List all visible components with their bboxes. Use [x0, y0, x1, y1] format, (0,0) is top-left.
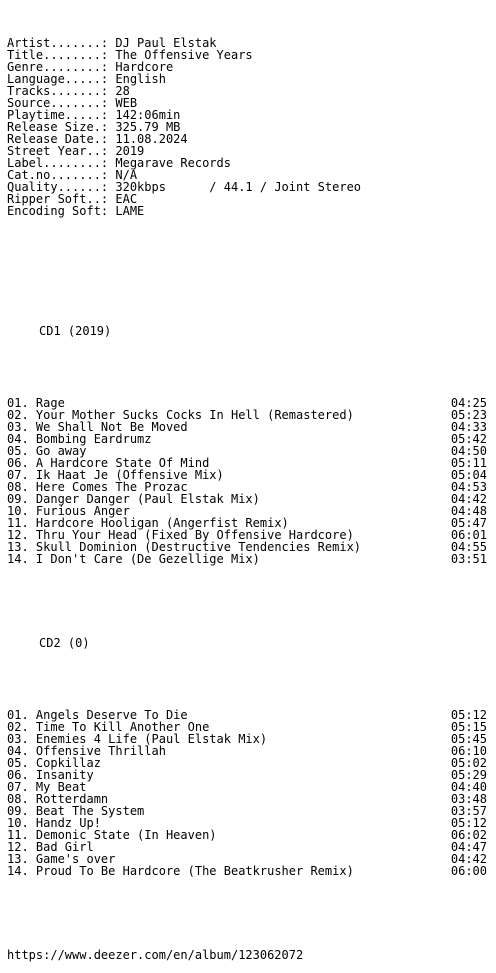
track-title: I Don't Care (De Gezellige Mix)	[35, 552, 260, 566]
track-duration: 06:01	[450, 528, 487, 542]
info-key: Source.......:	[7, 96, 116, 110]
info-key: Playtime.....:	[7, 108, 116, 122]
track-duration: 05:29	[450, 768, 487, 782]
track-title: Enemies 4 Life (Paul Elstak Mix)	[35, 732, 268, 746]
source-url: https://www.deezer.com/en/album/123062072	[7, 948, 304, 962]
info-value: DJ Paul Elstak	[115, 36, 217, 50]
track-title: We Shall Not Be Moved	[35, 420, 188, 434]
track-duration: 05:23	[450, 408, 487, 422]
release-info-block	[7, 37, 487, 217]
info-value: 28	[115, 84, 130, 98]
track-number: 06.	[7, 768, 36, 782]
track-title: Thru Your Head (Fixed By Offensive Hardcore)	[35, 528, 354, 542]
track-title: Insanity	[35, 768, 94, 782]
track-duration: 04:42	[450, 492, 487, 506]
disc-title: CD2 (0)	[39, 636, 90, 650]
info-key: Title........:	[7, 48, 116, 62]
blank-line	[7, 589, 487, 601]
track-title: A Hardcore State Of Mind	[35, 456, 210, 470]
info-key: Tracks.......:	[7, 84, 116, 98]
track-number: 01.	[7, 708, 36, 722]
track-row	[7, 553, 487, 565]
track-duration: 05:45	[450, 732, 487, 746]
info-value: 325.79 MB	[115, 120, 181, 134]
track-number: 07.	[7, 780, 36, 794]
track-duration: 04:33	[450, 420, 487, 434]
info-key: Language.....:	[7, 72, 116, 86]
track-duration: 05:12	[450, 708, 487, 722]
track-number: 02.	[7, 408, 36, 422]
track-title: Here Comes The Prozac	[35, 480, 188, 494]
info-value: Megarave Records	[115, 156, 231, 170]
track-duration: 05:02	[450, 756, 487, 770]
track-duration: 03:48	[450, 792, 487, 806]
track-number: 08.	[7, 480, 36, 494]
info-key: Genre........:	[7, 60, 116, 74]
track-duration: 03:51	[450, 552, 487, 566]
info-value: EAC	[115, 192, 138, 206]
track-title: Beat The System	[35, 804, 145, 818]
track-row	[7, 865, 487, 877]
track-duration: 05:12	[450, 816, 487, 830]
track-title: Hardcore Hooligan (Angerfist Remix)	[35, 516, 289, 530]
track-title: My Beat	[35, 780, 87, 794]
track-title: Ik Haat Je (Offensive Mix)	[35, 468, 224, 482]
info-value: 320kbps / 44.1 / Joint Stereo	[115, 180, 362, 194]
track-title: Time To Kill Another One	[35, 720, 210, 734]
info-row	[7, 205, 487, 217]
track-title: Rotterdamn	[35, 792, 109, 806]
track-duration: 05:11	[450, 456, 487, 470]
track-duration: 05:47	[450, 516, 487, 530]
track-number: 13.	[7, 852, 36, 866]
track-title: Offensive Thrillah	[35, 744, 166, 758]
blank-line	[7, 673, 487, 685]
track-title: Game's over	[35, 852, 116, 866]
blank-line	[7, 901, 487, 913]
track-number: 08.	[7, 792, 36, 806]
info-key: Release Size.:	[7, 120, 116, 134]
track-title: Skull Dominion (Destructive Tendencies Remix)	[35, 540, 362, 554]
info-value: The Offensive Years	[115, 48, 253, 62]
track-duration: 06:00	[450, 864, 487, 878]
track-duration: 04:48	[450, 504, 487, 518]
track-number: 07.	[7, 468, 36, 482]
track-duration: 05:42	[450, 432, 487, 446]
track-title: Go away	[35, 444, 87, 458]
info-key: Artist.......:	[7, 36, 116, 50]
info-key: Quality......:	[7, 180, 116, 194]
info-key: Street Year..:	[7, 144, 116, 158]
nfo-document	[7, 13, 487, 973]
info-value: 11.08.2024	[115, 132, 188, 146]
track-number: 12.	[7, 528, 36, 542]
track-number: 10.	[7, 816, 36, 830]
track-number: 04.	[7, 432, 36, 446]
disc-title: CD1 (2019)	[39, 324, 112, 338]
track-number: 05.	[7, 444, 36, 458]
track-number: 11.	[7, 828, 36, 842]
track-title: Furious Anger	[35, 504, 130, 518]
track-duration: 04:42	[450, 852, 487, 866]
track-duration: 04:55	[450, 540, 487, 554]
track-title: Rage	[35, 396, 65, 410]
track-title: Angels Deserve To Die	[35, 708, 188, 722]
track-duration: 04:53	[450, 480, 487, 494]
track-number: 03.	[7, 420, 36, 434]
track-title: Copkillaz	[35, 756, 101, 770]
track-number: 01.	[7, 396, 36, 410]
blank-line	[7, 241, 487, 253]
track-title: Handz Up!	[35, 816, 101, 830]
track-number: 09.	[7, 492, 36, 506]
info-value: 2019	[115, 144, 145, 158]
info-value: Hardcore	[115, 60, 174, 74]
disc-2-tracklist	[7, 709, 487, 877]
track-number: 12.	[7, 840, 36, 854]
info-key: Ripper Soft..:	[7, 192, 116, 206]
track-duration: 05:15	[450, 720, 487, 734]
track-duration: 03:57	[450, 804, 487, 818]
info-key: Label........:	[7, 156, 116, 170]
track-number: 13.	[7, 540, 36, 554]
track-number: 05.	[7, 756, 36, 770]
track-duration: 04:50	[450, 444, 487, 458]
info-key: Cat.no.......:	[7, 168, 116, 182]
info-value: WEB	[115, 96, 138, 110]
track-title: Danger Danger (Paul Elstak Mix)	[35, 492, 260, 506]
track-number: 10.	[7, 504, 36, 518]
track-duration: 04:25	[450, 396, 487, 410]
track-number: 14.	[7, 552, 36, 566]
track-duration: 05:04	[450, 468, 487, 482]
track-number: 11.	[7, 516, 36, 530]
track-title: Bad Girl	[35, 840, 94, 854]
info-value: N/A	[115, 168, 138, 182]
disc-1-tracklist	[7, 397, 487, 565]
track-number: 06.	[7, 456, 36, 470]
track-number: 03.	[7, 732, 36, 746]
track-title: Bombing Eardrumz	[35, 432, 152, 446]
track-title: Demonic State (In Heaven)	[35, 828, 217, 842]
info-value: English	[115, 72, 166, 86]
track-number: 04.	[7, 744, 36, 758]
track-number: 09.	[7, 804, 36, 818]
info-key: Encoding Soft:	[7, 204, 116, 218]
track-title: Proud To Be Hardcore (The Beatkrusher Remix)	[35, 864, 354, 878]
track-duration: 06:10	[450, 744, 487, 758]
track-duration: 06:02	[450, 828, 487, 842]
info-key: Release Date.:	[7, 132, 116, 146]
track-duration: 04:40	[450, 780, 487, 794]
blank-line	[7, 277, 487, 289]
track-number: 14.	[7, 864, 36, 878]
track-title: Your Mother Sucks Cocks In Hell (Remastered)	[35, 408, 354, 422]
blank-line	[7, 361, 487, 373]
track-duration: 04:47	[450, 840, 487, 854]
info-value: LAME	[115, 204, 145, 218]
track-number: 02.	[7, 720, 36, 734]
info-value: 142:06min	[115, 108, 181, 122]
